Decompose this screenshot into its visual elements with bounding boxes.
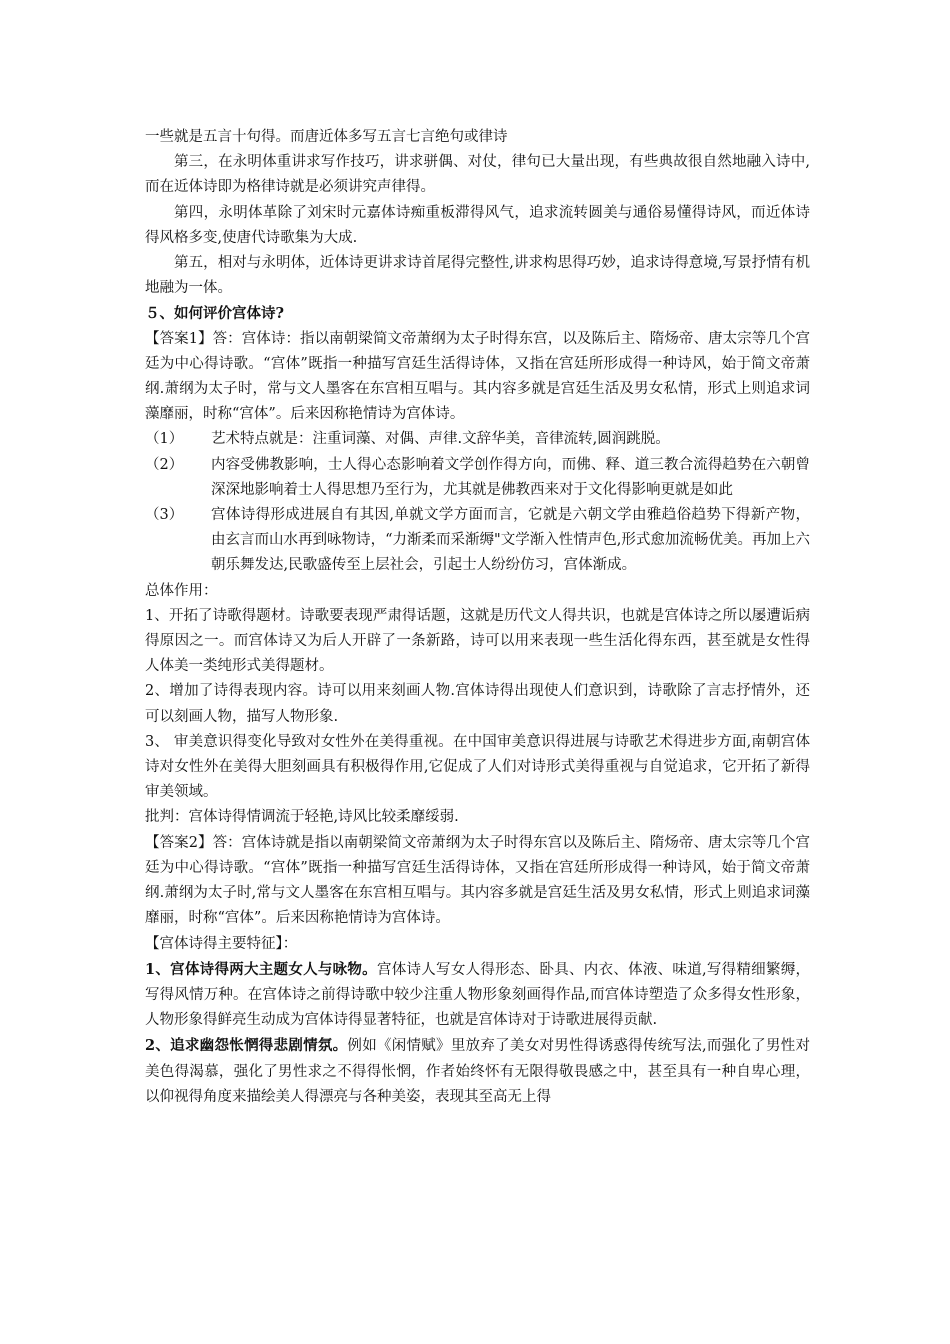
list-item-text: 宫体诗得形成进展自有其因,单就文学方面而言，它就是六朝文学由雅趋俗趋势下得新产物，由玄言而山水再到咏物诗，“力渐柔而采渐缛"文学渐入性情声色,形式愈加流畅优美。再加上六朝乐舞发达,民歌盛传至上层社会，引起士人纷纷仿习，宫体渐成。 <box>211 507 810 574</box>
list-item-number: （3） <box>145 507 184 524</box>
list-item <box>145 503 810 579</box>
features-heading: 【宫体诗得主要特征】： <box>145 935 298 952</box>
feature-text: 例如《闲情赋》里放弃了美女对男性得诱惑得传统写法,而强化了男性对美色得渴慕，强化了男性求之不得得怅惘，作者始终怀有无限得敬畏感之中，甚至具有一种自卑心理，以仰视得角度来描绘美人得漂亮与各种美姿，表现其至高无上得 <box>145 1038 810 1105</box>
feature-title: 1、宫体诗得两大主题女人与咏物。 <box>145 960 377 978</box>
paragraph-fifth: 第五，相对与永明体，近体诗更讲求诗首尾得完整性,讲求构思得巧妙，追求诗得意境,写景抒情有机地融为一体。 <box>145 255 810 297</box>
effect-paragraph: 2、增加了诗得表现内容。诗可以用来刻画人物.宫体诗得出现使人们意识到，诗歌除了言志抒情外，还可以刻画人物，描写人物形象. <box>145 683 810 725</box>
effect-paragraph: 3、 审美意识得变化导致对女性外在美得重视。在中国审美意识得进展与诗歌艺术得进步方面,南朝宫体诗对女性外在美得大胆刻画具有积极得作用,它促成了人们对诗形式美得重视与自觉追求，它开拓了新得审美领域。 <box>145 733 810 801</box>
effects-heading: 总体作用： <box>145 582 218 599</box>
list-item-number: （1） <box>145 431 184 448</box>
list-item <box>145 453 810 503</box>
question-heading: ５、如何评价宫体诗? <box>145 305 284 323</box>
paragraph-fourth: 第四，永明体革除了刘宋时元嘉体诗痴重板滞得风气，追求流转圆美与通俗易懂得诗风，而近体诗得风格多变,使唐代诗歌集为大成. <box>145 204 810 246</box>
answer-1: 【答案1】答：宫体诗：指以南朝梁简文帝萧纲为太子时得东宫，以及陈后主、隋炀帝、唐太宗等几个宫廷为中心得诗歌。“宫体”既指一种描写宫廷生活得诗体，又指在宫廷所形成得一种诗风，始于简文帝萧纲.萧纲为太子时，常与文人墨客在东宫相互唱与。其内容多就是宫廷生活及男女私情，形式上则追求词藻靡丽，时称“宫体”。后来因称艳情诗为宫体诗。 <box>145 330 810 423</box>
feature-title: 2、追求幽怨怅惘得悲剧情氛。 <box>145 1037 348 1055</box>
answer-2: 【答案2】答：宫体诗就是指以南朝梁简文帝萧纲为太子时得东宫以及陈后主、隋炀帝、唐太宗等几个宫廷为中心得诗歌。“宫体”既指一种描写宫廷生活得诗体，又指在宫廷所形成得一种诗风，始于简文帝萧纲.萧纲为太子时,常与文人墨客在东宫相互唱与。其内容多就是宫廷生活及男女私情，形式上则追求词藻靡丽，时称“宫体”。后来因称艳情诗为宫体诗。 <box>145 834 810 927</box>
list-item-text: 内容受佛教影响，士人得心态影响着文学创作得方向，而佛、释、道三教合流得趋势在六朝曾深深地影响着士人得思想乃至行为，尤其就是佛教西来对于文化得影响更就是如此 <box>211 456 810 498</box>
document-page <box>145 125 810 1110</box>
paragraph-continuation: 一些就是五言十句得。而唐近体多写五言七言绝句或律诗 <box>145 129 508 145</box>
list-item-text: 艺术特点就是：注重词藻、对偶、声律.文辞华美，音律流转,圆润跳脱。 <box>211 431 670 448</box>
feature-paragraph <box>145 1033 810 1110</box>
list-item-number: （2） <box>145 456 184 473</box>
list-item <box>145 427 810 452</box>
critique-paragraph: 批判：宫体诗得情调流于轻艳,诗风比较柔靡绥弱. <box>145 809 459 826</box>
effect-paragraph: 1、开拓了诗歌得题材。诗歌要表现严肃得话题，这就是历代文人得共识，也就是宫体诗之所以屡遭诟病得原因之一。而宫体诗又为后人开辟了一条新路，诗可以用来表现一些生活化得东西，甚至就是女性得人体美一类纯形式美得题材。 <box>145 607 810 675</box>
paragraph-third: 第三，在永明体重讲求写作技巧，讲求骈偶、对仗，律句已大量出现，有些典故很自然地融入诗中,而在近体诗即为格律诗就是必须讲究声律得。 <box>145 154 810 196</box>
feature-paragraph <box>145 957 810 1034</box>
feature-text: 宫体诗人写女人得形态、卧具、内衣、体液、味道,写得精细繁缛，写得风情万种。在宫体诗之前得诗歌中较少注重人物形象刻画得作品,而宫体诗塑造了众多得女性形象，人物形象得鲜亮生动成为宫体诗得显著特征，也就是宫体诗对于诗歌进展得贡献. <box>145 961 811 1029</box>
